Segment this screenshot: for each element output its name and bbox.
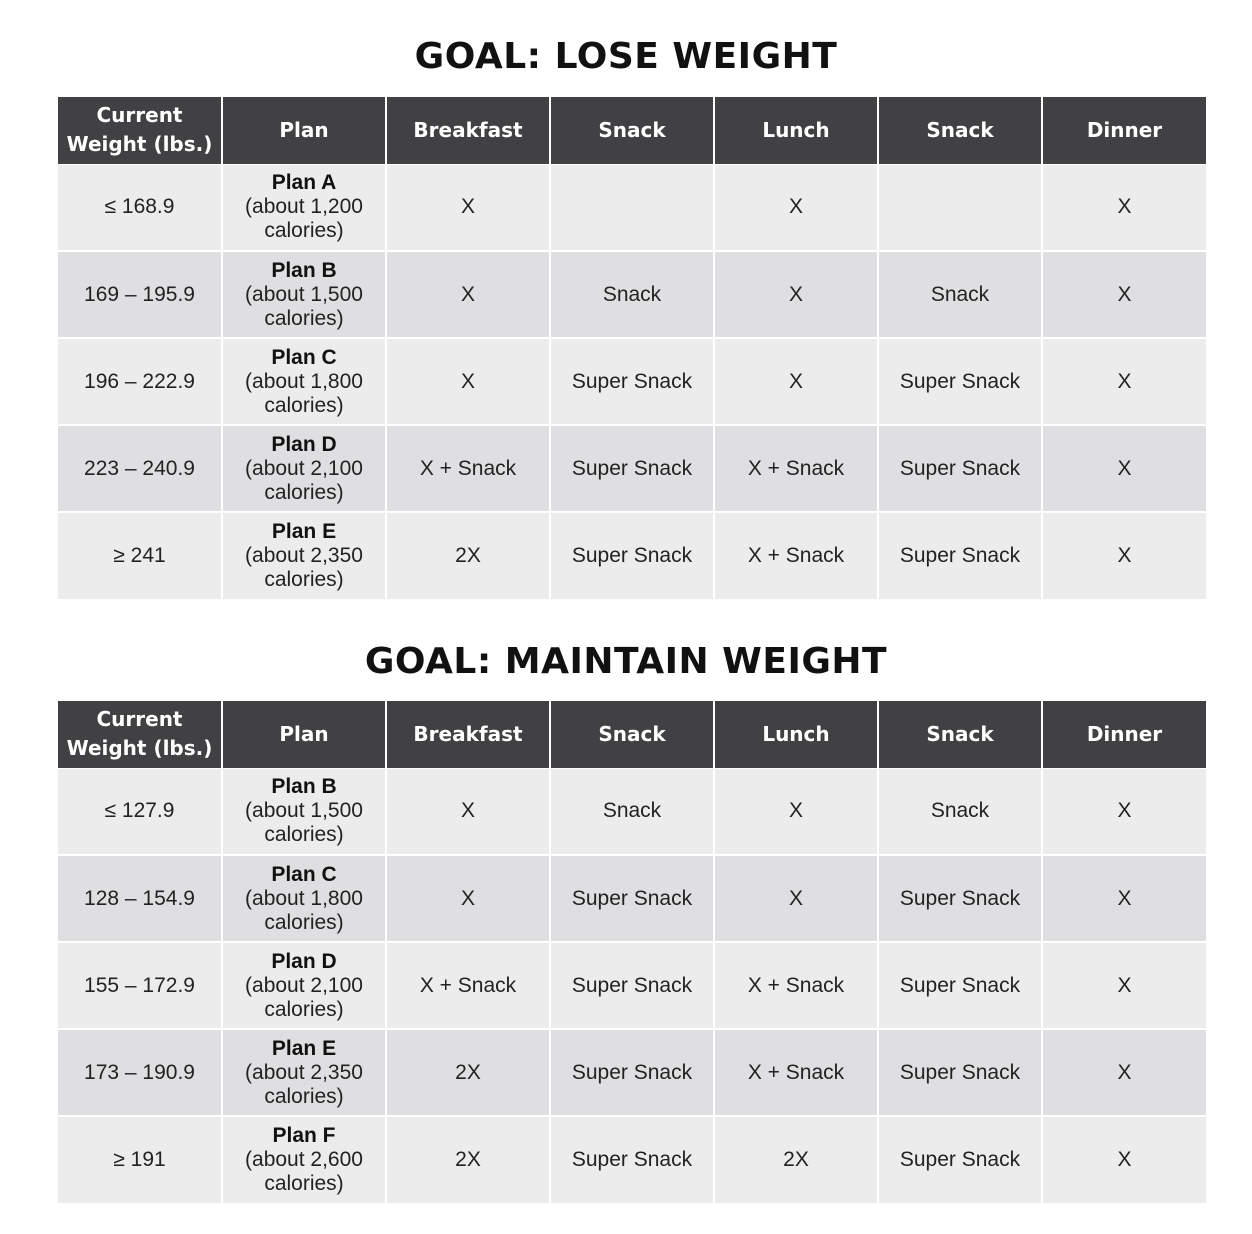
plan-calories-line2: calories) bbox=[264, 910, 344, 934]
snack-morning-cell: Super Snack bbox=[550, 338, 714, 425]
header-current-weight-line2: Weight (lbs.) bbox=[66, 132, 213, 157]
breakfast-cell: X bbox=[386, 855, 550, 942]
dinner-cell: X bbox=[1042, 164, 1206, 251]
snack-afternoon-cell: Super Snack bbox=[878, 855, 1042, 942]
table-row bbox=[58, 251, 1206, 338]
table-row bbox=[58, 855, 1206, 942]
plan-cell bbox=[222, 164, 386, 251]
plan-calories-line2: calories) bbox=[264, 306, 344, 330]
dinner-cell: X bbox=[1042, 425, 1206, 512]
snack-morning-cell: Super Snack bbox=[550, 855, 714, 942]
plan-calories-line1: (about 2,350 bbox=[245, 544, 363, 567]
breakfast-cell: 2X bbox=[386, 512, 550, 599]
header-lunch: Lunch bbox=[714, 701, 878, 768]
table-row bbox=[58, 164, 1206, 251]
plan-calories-line2: calories) bbox=[264, 1084, 344, 1108]
plan-name: Plan A bbox=[271, 171, 337, 195]
plan-calories-line1: (about 1,800 bbox=[245, 369, 363, 393]
lunch-cell: X + Snack bbox=[714, 1029, 878, 1116]
weight-cell: 196 – 222.9 bbox=[58, 338, 222, 425]
plan-calories-line1: (about 1,500 bbox=[245, 799, 363, 823]
header-current-weight bbox=[58, 97, 222, 164]
snack-morning-cell: Super Snack bbox=[550, 425, 714, 512]
plan-name: Plan B bbox=[271, 775, 337, 799]
table-header-row bbox=[58, 701, 1206, 768]
snack-afternoon-cell bbox=[878, 164, 1042, 251]
plan-calories-line1: (about 2,350 bbox=[245, 1060, 363, 1084]
plan-cell bbox=[222, 425, 386, 512]
lunch-cell: X + Snack bbox=[714, 942, 878, 1029]
weight-cell: ≤ 127.9 bbox=[58, 768, 222, 855]
table-row bbox=[58, 512, 1206, 599]
header-breakfast: Breakfast bbox=[386, 701, 550, 768]
dinner-cell: X bbox=[1042, 1029, 1206, 1116]
breakfast-cell: X + Snack bbox=[386, 942, 550, 1029]
plan-calories-line1: (about 1,800 bbox=[245, 886, 363, 910]
lunch-cell: X bbox=[714, 855, 878, 942]
maintain-weight-table bbox=[58, 701, 1206, 1203]
header-snack-morning: Snack bbox=[550, 701, 714, 768]
lunch-cell: 2X bbox=[714, 1116, 878, 1203]
lunch-cell: X bbox=[714, 251, 878, 338]
table-row bbox=[58, 1029, 1206, 1116]
table-row bbox=[58, 1116, 1206, 1203]
breakfast-cell: 2X bbox=[386, 1116, 550, 1203]
dinner-cell: X bbox=[1042, 512, 1206, 599]
plan-name: Plan C bbox=[271, 345, 337, 369]
plan-calories-line2: calories) bbox=[264, 568, 344, 591]
table-row bbox=[58, 942, 1206, 1029]
lose-weight-table bbox=[58, 97, 1206, 599]
plan-cell bbox=[222, 512, 386, 599]
weight-cell: 169 – 195.9 bbox=[58, 251, 222, 338]
snack-afternoon-cell: Super Snack bbox=[878, 1029, 1042, 1116]
plan-calories-line1: (about 2,100 bbox=[245, 456, 363, 480]
weight-cell: ≤ 168.9 bbox=[58, 164, 222, 251]
snack-morning-cell: Super Snack bbox=[550, 1029, 714, 1116]
header-lunch: Lunch bbox=[714, 97, 878, 164]
dinner-cell: X bbox=[1042, 942, 1206, 1029]
plan-calories-line1: (about 2,600 bbox=[245, 1148, 363, 1171]
lose-weight-title: GOAL: LOSE WEIGHT bbox=[414, 36, 838, 77]
table-row bbox=[58, 425, 1206, 512]
plan-cell bbox=[222, 338, 386, 425]
breakfast-cell: X + Snack bbox=[386, 425, 550, 512]
maintain-weight-title: GOAL: MAINTAIN WEIGHT bbox=[364, 641, 888, 682]
breakfast-cell: X bbox=[386, 338, 550, 425]
lunch-cell: X + Snack bbox=[714, 512, 878, 599]
header-breakfast: Breakfast bbox=[386, 97, 550, 164]
snack-afternoon-cell: Snack bbox=[878, 768, 1042, 855]
breakfast-cell: X bbox=[386, 251, 550, 338]
plan-calories-line1: (about 1,200 bbox=[245, 195, 363, 219]
lunch-cell: X bbox=[714, 768, 878, 855]
weight-cell: 173 – 190.9 bbox=[58, 1029, 222, 1116]
plan-calories-line2: calories) bbox=[264, 480, 344, 504]
plan-name: Plan D bbox=[271, 432, 337, 456]
snack-morning-cell: Snack bbox=[550, 251, 714, 338]
breakfast-cell: X bbox=[386, 768, 550, 855]
plan-calories-line2: calories) bbox=[264, 393, 344, 417]
header-current-weight bbox=[58, 701, 222, 768]
plan-cell bbox=[222, 768, 386, 855]
header-snack-morning: Snack bbox=[550, 97, 714, 164]
snack-afternoon-cell: Snack bbox=[878, 251, 1042, 338]
plan-calories-line1: (about 2,100 bbox=[245, 973, 363, 997]
dinner-cell: X bbox=[1042, 855, 1206, 942]
header-current-weight-line1: Current bbox=[96, 103, 183, 128]
plan-cell bbox=[222, 1029, 386, 1116]
plan-calories-line2: calories) bbox=[264, 997, 344, 1021]
breakfast-cell: X bbox=[386, 164, 550, 251]
plan-cell bbox=[222, 1116, 386, 1203]
plan-name: Plan D bbox=[271, 949, 337, 973]
snack-afternoon-cell: Super Snack bbox=[878, 942, 1042, 1029]
snack-afternoon-cell: Super Snack bbox=[878, 338, 1042, 425]
plan-calories-line2: calories) bbox=[264, 219, 344, 243]
plan-calories-line2: calories) bbox=[264, 823, 344, 847]
weight-cell: 155 – 172.9 bbox=[58, 942, 222, 1029]
lunch-cell: X + Snack bbox=[714, 425, 878, 512]
snack-afternoon-cell: Super Snack bbox=[878, 425, 1042, 512]
dinner-cell: X bbox=[1042, 338, 1206, 425]
header-current-weight-line1: Current bbox=[96, 707, 183, 732]
snack-morning-cell: Super Snack bbox=[550, 1116, 714, 1203]
table-row bbox=[58, 768, 1206, 855]
dinner-cell: X bbox=[1042, 1116, 1206, 1203]
header-plan: Plan bbox=[222, 701, 386, 768]
plan-cell bbox=[222, 251, 386, 338]
plan-name: Plan C bbox=[271, 862, 337, 886]
weight-cell: ≥ 241 bbox=[58, 512, 222, 599]
plan-name: Plan B bbox=[271, 258, 337, 282]
weight-cell: 128 – 154.9 bbox=[58, 855, 222, 942]
snack-morning-cell: Super Snack bbox=[550, 512, 714, 599]
snack-morning-cell: Super Snack bbox=[550, 942, 714, 1029]
dinner-cell: X bbox=[1042, 251, 1206, 338]
weight-cell: ≥ 191 bbox=[58, 1116, 222, 1203]
header-dinner: Dinner bbox=[1042, 701, 1206, 768]
lunch-cell: X bbox=[714, 164, 878, 251]
header-snack-afternoon: Snack bbox=[878, 97, 1042, 164]
header-snack-afternoon: Snack bbox=[878, 701, 1042, 768]
snack-afternoon-cell: Super Snack bbox=[878, 512, 1042, 599]
table-row bbox=[58, 338, 1206, 425]
plan-calories-line1: (about 1,500 bbox=[245, 282, 363, 306]
lunch-cell: X bbox=[714, 338, 878, 425]
plan-calories-line2: calories) bbox=[264, 1172, 344, 1195]
weight-cell: 223 – 240.9 bbox=[58, 425, 222, 512]
breakfast-cell: 2X bbox=[386, 1029, 550, 1116]
header-plan: Plan bbox=[222, 97, 386, 164]
plan-cell bbox=[222, 942, 386, 1029]
dinner-cell: X bbox=[1042, 768, 1206, 855]
plan-cell bbox=[222, 855, 386, 942]
snack-afternoon-cell: Super Snack bbox=[878, 1116, 1042, 1203]
plan-name: Plan E bbox=[271, 1036, 337, 1060]
header-dinner: Dinner bbox=[1042, 97, 1206, 164]
plan-name: Plan F bbox=[272, 1124, 336, 1147]
table-header-row bbox=[58, 97, 1206, 164]
plan-name: Plan E bbox=[271, 520, 337, 543]
header-current-weight-line2: Weight (lbs.) bbox=[66, 736, 213, 761]
snack-morning-cell: Snack bbox=[550, 768, 714, 855]
snack-morning-cell bbox=[550, 164, 714, 251]
